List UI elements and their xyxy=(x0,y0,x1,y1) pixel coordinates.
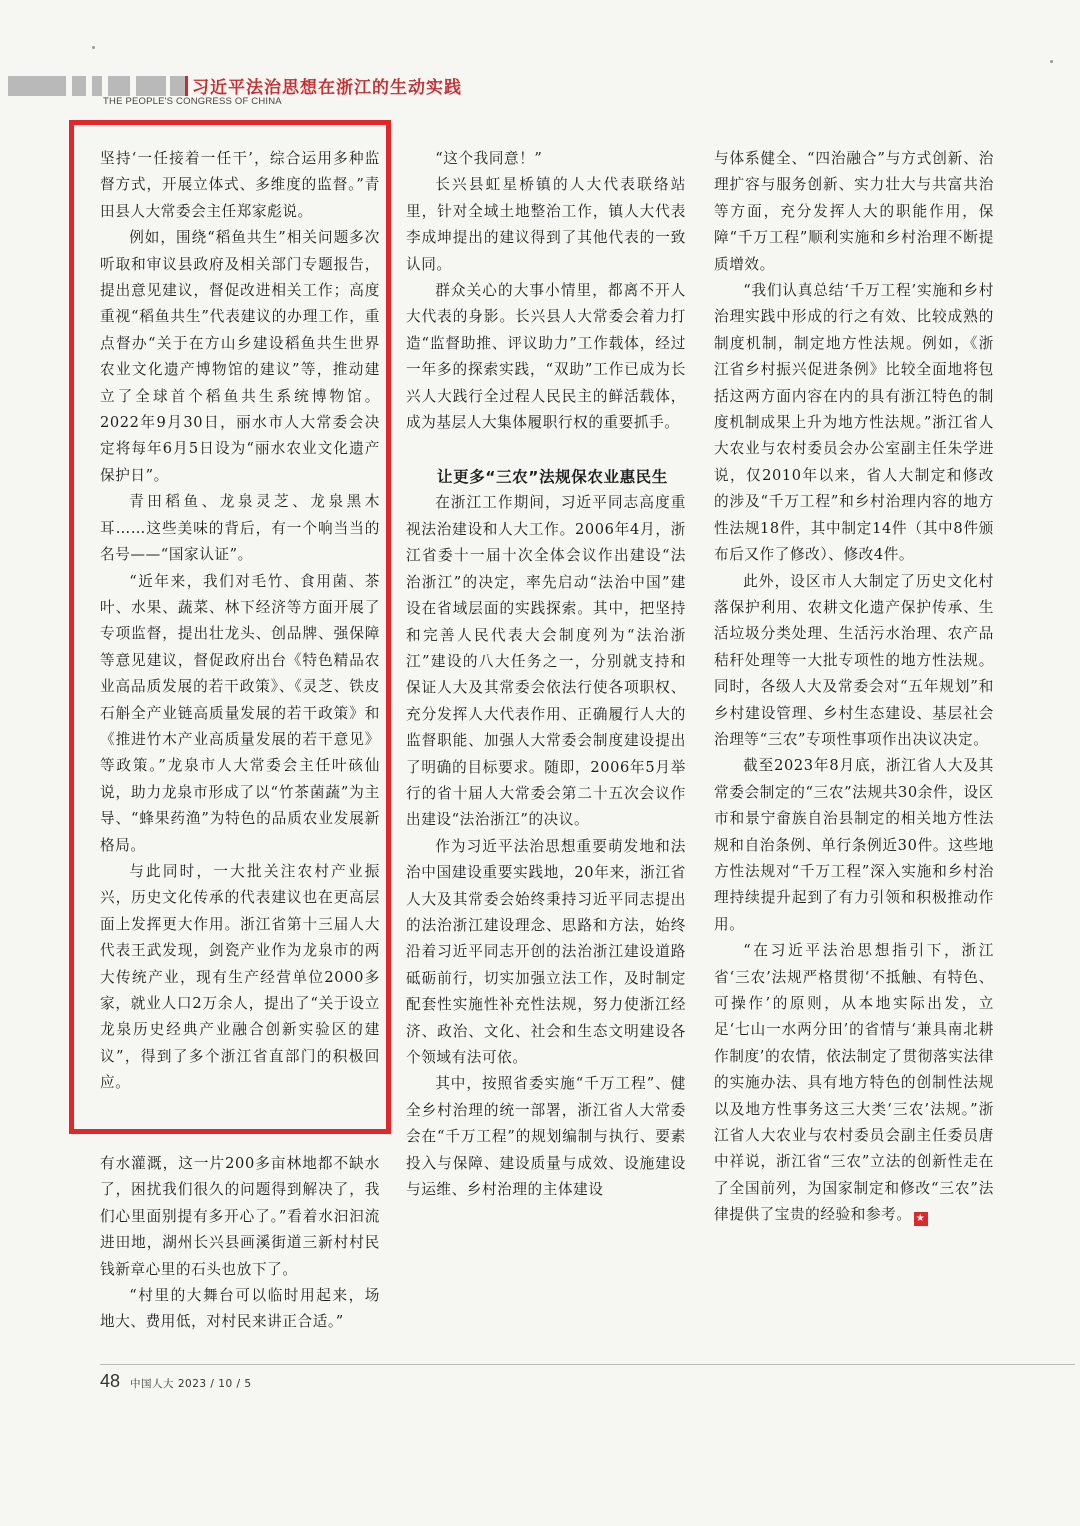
paragraph: “村里的大舞台可以临时用起来，场地大、费用低，对村民来讲正合适。” xyxy=(100,1287,380,1331)
paragraph: 长兴县虹星桥镇的人大代表联络站里，针对全域土地整治工作，镇人大代表李成坤提出的建议得到了其他代表的一致认同。 xyxy=(406,176,686,273)
article-end-icon: ★ xyxy=(914,1212,928,1226)
paragraph: 青田稻鱼、龙泉灵芝、龙泉黑木耳……这些美味的背后，有一个响当当的名号——“国家认证”。 xyxy=(100,493,380,564)
paragraph: “这个我同意！” xyxy=(435,150,543,167)
paragraph: 例如，围绕“稻鱼共生”相关问题多次听取和审议县政府及相关部门专题报告，提出意见建议，督促改进相关工作；高度重视“稻鱼共生”代表建议的办理工作，重点督办“关于在方山乡建设稻鱼共生世界农业文化遗产博物馆的建议”等，推动建立了全球首个稻鱼共生系统博物馆。2022年9月30日，丽水市人大常委会决定将每年6月5日设为“丽水农业文化遗产保护日”。 xyxy=(100,229,380,484)
footer-divider xyxy=(100,1364,1075,1365)
magazine-subtitle: THE PEOPLE'S CONGRESS OF CHINA xyxy=(103,96,282,107)
article-column-3 xyxy=(714,146,994,1229)
paragraph: 此外，设区市人大制定了历史文化村落保护利用、农耕文化遗产保护传承、生活垃圾分类处理、生活污水治理、农产品秸秆处理等一大批专项性的地方性法规。同时，各级人大及常委会对“五年规划”和乡村建设管理、乡村生态建设、基层社会治理等“三农”专项性事项作出决议决定。 xyxy=(714,572,994,748)
paragraph: 群众关心的大事小情里，都离不开人大代表的身影。长兴县人大常委会着力打造“监督助推、评议助力”工作载体，经过一年多的探索实践，“双助”工作已成为长兴人大践行全过程人民民主的鲜活载体，成为基层人大集体履职行权的重要抓手。 xyxy=(406,282,686,432)
paragraph: 其中，按照省委实施“千万工程”、健全乡村治理的统一部署，浙江省人大常委会在“千万工程”的规划编制与执行、要素投入与保障、建设质量与成效、设施建设与运维、乡村治理的主体建设 xyxy=(406,1075,686,1199)
article-column-2 xyxy=(406,146,686,1203)
paragraph xyxy=(714,938,994,1228)
publication-info: 中国人大 2023 / 10 / 5 xyxy=(130,1378,252,1390)
paragraph: 有水灌溉，这一片200多亩林地都不缺水了，困扰我们很久的问题得到解决了，我们心里面别提有多开心了。”看着水汩汩流进田地，湖州长兴县画溪街道三新村村民钱新章心里的石头也放下了。 xyxy=(100,1155,380,1278)
column-1-continuation xyxy=(100,1151,380,1336)
highlighted-text-block xyxy=(100,146,380,1108)
article-column-1 xyxy=(100,146,380,1331)
section-title: 习近平法治思想在浙江的生动实践 xyxy=(192,78,462,98)
scan-speck xyxy=(1050,60,1053,63)
section-heading: 让更多“三农”法规保农业惠民生 xyxy=(437,468,668,487)
scan-speck xyxy=(92,46,95,49)
paragraph: 坚持‘一任接着一任干’，综合运用多种监督方式，开展立体式、多维度的监督。”青田县人大常委会主任郑家彪说。 xyxy=(100,150,380,220)
page-number: 48 xyxy=(100,1371,121,1391)
paragraph: 与体系健全、“四治融合”与方式创新、治理扩容与服务创新、实力壮大与共富共治等方面，充分发挥人大的职能作用，保障“千万工程”顺利实施和乡村治理不断提质增效。 xyxy=(714,150,994,273)
header-accent-bar xyxy=(185,76,188,96)
paragraph: 在浙江工作期间，习近平同志高度重视法治建设和人大工作。2006年4月，浙江省委十一届十次全体会议作出建设“法治浙江”的决定，率先启动“法治中国”建设在省域层面的实践探索。其中，把坚持和完善人民代表大会制度列为“法治浙江”建设的八大任务之一，分别就支持和保证人大及其常委会依法行使各项职权、充分发挥人大代表作用、正确履行人大的监督职能、加强人大常委会制度建设提出了明确的目标要求。随即，2006年5月举行的省十届人大常委会第二十五次会议作出建设“法治浙江”的决议。 xyxy=(406,494,686,829)
paragraph: 作为习近平法治思想重要萌发地和法治中国建设重要实践地，20年来，浙江省人大及其常委会始终秉持习近平同志提出的法治浙江建设理念、思路和方法，始终沿着习近平同志开创的法治浙江建设道路砥砺前行，切实加强立法工作，及时制定配套性实施性补充性法规，努力使浙江经济、政治、文化、社会和生态文明建设各个领域有法可依。 xyxy=(406,837,686,1066)
paragraph-text: “在习近平法治思想指引下，浙江省‘三农’法规严格贯彻‘不抵触、有特色、可操作’的原则，从本地实际出发，立足‘七山一水两分田’的省情与‘兼具南北耕作制度’的农情，依法制定了贯彻落实法律的实施办法、具有地方特色的创制性法规以及地方性事务这三大类‘三农’法规。”浙江省人大农业与农村委员会副主任委员唐中祥说，浙江省“三农”立法的创新性走在了全国前列，为国家制定和修改“三农”法律提供了宝贵的经验和参考。 xyxy=(714,942,994,1224)
paragraph: “近年来，我们对毛竹、食用菌、茶叶、水果、蔬菜、林下经济等方面开展了专项监督，提出壮龙头、创品牌、强保障等意见建议，督促政府出台《特色精品农业高品质发展的若干政策》、《灵芝、铁皮石斛全产业链高质量发展的若干政策》和《推进竹木产业高质量发展的若干意见》等政策。”龙泉市人大常委会主任叶硋仙说，助力龙泉市形成了以“竹茶菌蔬”为主导、“蜂果药渔”为特色的品质农业发展新格局。 xyxy=(100,572,380,854)
header-decoration-bars xyxy=(8,76,188,96)
paragraph: “我们认真总结‘千万工程’实施和乡村治理实践中形成的行之有效、比较成熟的制度机制，制定地方性法规。例如，《浙江省乡村振兴促进条例》比较全面地将包括这两方面内容在内的具有浙江特色的制度机制成果上升为地方性法规。”浙江省人大农业与农村委员会办公室副主任朱学进说，仅2010年以来，省人大制定和修改的涉及“千万工程”和乡村治理内容的地方性法规18件，其中制定14件（其中8件颁布后又作了修改）、修改4件。 xyxy=(714,282,994,564)
paragraph: 与此同时，一大批关注农村产业振兴，历史文化传承的代表建议也在更高层面上发挥更大作用。浙江省第十三届人大代表王武发现，剑瓷产业作为龙泉市的两大传统产业，现有生产经营单位2000多家，就业人口2万余人，提出了“关于设立龙泉历史经典产业融合创新实验区的建议”，得到了多个浙江省直部门的积极回应。 xyxy=(100,862,380,1092)
paragraph: 截至2023年8月底，浙江省人大及其常委会制定的“三农”法规共30余件，设区市和景宁畲族自治县制定的相关地方性法规和自治条例、单行条例近30件。这些地方性法规对“千万工程”深入实施和乡村治理持续提升起到了有力引领和积极推动作用。 xyxy=(714,757,994,933)
